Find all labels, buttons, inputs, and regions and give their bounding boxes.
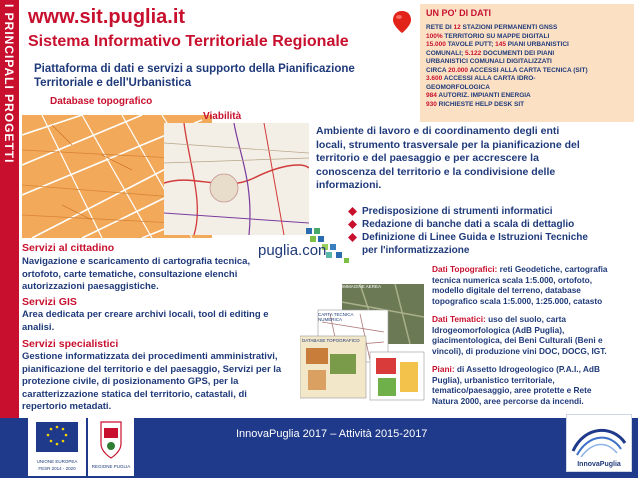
stats-line: CIRCA 20.000 ACCESSI ALLA CARTA TECNICA (SIT) xyxy=(426,66,588,74)
stats-line: 3.600 ACCESSI ALLA CARTA IDRO- xyxy=(426,75,536,82)
site-url[interactable]: www.sit.puglia.it xyxy=(28,6,186,28)
activities-list xyxy=(348,205,634,257)
regione-puglia-crest-icon xyxy=(88,418,134,462)
database-topografico-label: Database topografico xyxy=(50,96,153,107)
topographic-data-block: Dati Topografici: reti Geodetiche, cartografia tecnica numerica scala 1:5.000, ortofoto, modello digitale del terreno, database topografico scala 1:5.000, 1:25.000, catasto xyxy=(432,264,608,306)
sidebar-band xyxy=(0,0,19,418)
citizen-services-title: Servizi al cittadino xyxy=(22,242,115,254)
sidebar-label: I PRINCIPALI PROGETTI xyxy=(2,4,16,164)
gis-services-body: Area dedicata per creare archivi locali, tool di editing e analisi. xyxy=(22,309,269,333)
database-label: DATABASE TOPOGRAFICO xyxy=(302,338,360,343)
aerial-image-label: IMMAGINE AEREA xyxy=(342,284,382,289)
citizen-services-body: Navigazione e scaricamento di cartografia tecnica, ortofoto, carte tematiche, consultazione elenchi autorizzazioni paesaggistiche. xyxy=(22,256,251,292)
stats-line: GEOMORFOLOGICA xyxy=(426,83,490,91)
map-pin-icon xyxy=(390,10,414,34)
road-map-image xyxy=(164,123,309,235)
stats-line: 15.000 TAVOLE PUTT; 145 PIANI URBANISTICI xyxy=(426,41,569,48)
stats-line: COMUNALI; 5.122 DOCUMENTI DEI PIANI xyxy=(426,49,555,57)
regione-puglia-logo xyxy=(88,418,134,476)
site-subtitle: Sistema Informativo Territoriale Regionale xyxy=(28,33,349,50)
stats-box xyxy=(420,4,634,122)
puglia-con-logo: puglia.con xyxy=(258,228,358,268)
stats-title: UN PO' DI DATI xyxy=(426,8,491,18)
footer-text: InnovaPuglia 2017 – Attività 2015-2017 xyxy=(236,428,428,440)
innovapuglia-logo xyxy=(566,414,632,472)
list-item: per l'informatizzazione xyxy=(362,245,470,256)
environment-description: Ambiente di lavoro e di coordinamento degli enti locali, strumento trasversale per la pianificazione del territorio e del paesaggio e per accrescere la conoscenza del territorio e la condivisione delle informazioni. xyxy=(316,125,580,191)
platform-description: Piattaforma di dati e servizi a supporto della Pianificazione Territoriale e dell'Urbanistica xyxy=(34,63,355,89)
eu-logo xyxy=(28,418,86,476)
gis-services-title: Servizi GIS xyxy=(22,296,77,308)
stats-line: 100% TERRITORIO SU MAPPE DIGITALI xyxy=(426,32,550,40)
viabilita-label: Viabilità xyxy=(203,111,242,122)
innovapuglia-label: InnovaPuglia xyxy=(577,461,621,468)
stats-line: URBANISTICI COMUNALI DIGITALIZZATI xyxy=(426,58,552,65)
eu-label: UNIONE EUROPEA xyxy=(36,459,78,464)
list-item: Redazione di banche dati a scala di dettaglio xyxy=(348,218,634,231)
list-item: Definizione di Linee Guida e Istruzioni Tecniche xyxy=(348,231,634,244)
stats-line: RETE DI 12 STAZIONI PERMANENTI GNSS xyxy=(426,24,558,31)
eu-flag-icon xyxy=(28,418,86,458)
list-item: Predisposizione di strumenti informatici xyxy=(348,205,634,218)
innovapuglia-swirl-icon xyxy=(567,415,631,459)
specialist-services-title: Servizi specialistici xyxy=(22,338,119,350)
regione-puglia-label: REGIONE PUGLIA xyxy=(91,464,131,469)
carta-tecnica-label: CARTA TECNICA NUMERICA xyxy=(318,312,354,322)
fesr-label: FESR 2014 - 2020 xyxy=(38,466,76,471)
diamond-bullet-icon xyxy=(348,207,357,216)
layered-maps-illustration xyxy=(300,282,426,402)
road-map-graphic xyxy=(164,123,309,235)
thematic-data-block: Dati Tematici: uso del suolo, carta Idrogeomorfologica (AdB Puglia), giacimentologica, dei Beni Culturali (Beni e vincoli), di produzione vini DOC, DOCG, IGT. xyxy=(432,314,607,356)
plans-block: Piani: di Assetto Idrogeologico (P.A.I., AdB Puglia), urbanistico territoriale, tematico/paesaggio, aree protette e Rete Natura 2000, aree percorse da incendi. xyxy=(432,364,600,406)
stats-line: 984 AUTORIZ. IMPIANTI ENERGIA xyxy=(426,92,531,99)
specialist-services-body: Gestione informatizzata dei procedimenti amministrativi, pianificazione del territorio e del paesaggio, Servizi per la protezione civile, di posizionamento GPS, per la caratterizzazione statica del territorio, catastali, di repertorio metadati. xyxy=(22,351,282,412)
stats-line: 930 RICHIESTE HELP DESK SIT xyxy=(426,100,525,108)
